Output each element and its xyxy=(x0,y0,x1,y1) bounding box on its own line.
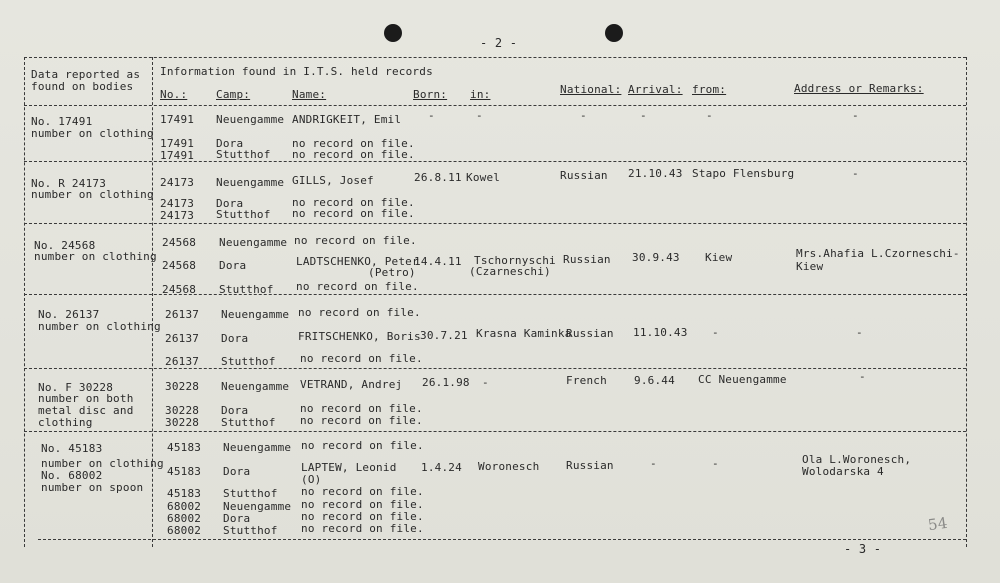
group5-left-line2: number on both xyxy=(38,392,134,405)
cell-arrival: 9.6.44 xyxy=(634,374,675,387)
cell-remarks: - xyxy=(852,109,859,122)
cell-no: 68002 xyxy=(167,500,202,513)
cell-camp: Dora xyxy=(219,259,247,272)
cell-camp: Neuengamme xyxy=(221,308,290,321)
cell-no: 24568 xyxy=(162,283,197,296)
col-header-national: National: xyxy=(560,83,622,96)
cell-camp: Dora xyxy=(223,465,251,478)
group6-left-line4: number on spoon xyxy=(41,481,144,494)
cell-name: no record on file. xyxy=(301,498,424,511)
cell-camp: Neuengamme xyxy=(221,380,290,393)
cell-in: - xyxy=(482,376,489,389)
cell-name: no record on file. xyxy=(301,510,424,523)
col-header-in: in: xyxy=(470,88,491,101)
archive-mark: 54 xyxy=(926,513,949,535)
cell-from: CC Neuengamme xyxy=(698,373,787,386)
frame-left-line xyxy=(24,57,25,547)
cell-born: 26.1.98 xyxy=(422,376,470,389)
cell-name-alt: (Petro) xyxy=(368,266,416,279)
cell-arrival: 21.10.43 xyxy=(628,167,683,180)
cell-arrival: 30.9.43 xyxy=(632,251,680,264)
cell-no: 24173 xyxy=(160,176,195,189)
cell-name: LAPTEW, Leonid xyxy=(301,461,397,474)
cell-no: 45183 xyxy=(167,465,202,478)
cell-born: 14.4.11 xyxy=(414,255,462,268)
cell-no: 17491 xyxy=(160,113,195,126)
cell-no: 26137 xyxy=(165,332,200,345)
cell-born: 1.4.24 xyxy=(421,461,462,474)
col-header-born: Born: xyxy=(413,88,448,101)
cell-name: no record on file. xyxy=(301,439,424,452)
cell-camp: Stutthof xyxy=(223,487,278,500)
group2-left-line1: No. R 24173 xyxy=(31,177,107,190)
cell-camp: Neuengamme xyxy=(216,113,285,126)
cell-remarks: - xyxy=(859,370,866,383)
page-number-top: - 2 - xyxy=(480,36,518,50)
cell-name: no record on file. xyxy=(298,306,421,319)
cell-name: no record on file. xyxy=(296,280,419,293)
group1-left-line2: number on clothing xyxy=(31,127,154,140)
cell-camp: Neuengamme xyxy=(223,441,292,454)
cell-camp: Dora xyxy=(221,332,249,345)
cell-remarks: Ola L.Woronesch, xyxy=(802,453,912,466)
cell-camp: Neuengamme xyxy=(223,500,292,513)
cell-camp: Dora xyxy=(221,404,249,417)
cell-in: Tschornyschi xyxy=(474,254,556,267)
cell-in-alt: (Czarneschi) xyxy=(469,265,551,278)
cell-no: 68002 xyxy=(167,524,202,537)
cell-in: - xyxy=(476,109,483,122)
cell-camp: Dora xyxy=(216,197,244,210)
cell-no: 45183 xyxy=(167,441,202,454)
cell-name: no record on file. xyxy=(292,137,415,150)
cell-name: ANDRIGKEIT, Emil xyxy=(292,113,402,126)
cell-no: 24173 xyxy=(160,209,195,222)
cell-born: - xyxy=(428,109,435,122)
cell-remarks: - xyxy=(852,167,859,180)
cell-national: Russian xyxy=(560,169,608,182)
cell-in: Woronesch xyxy=(478,460,540,473)
cell-national: Russian xyxy=(563,253,611,266)
cell-no: 24173 xyxy=(160,197,195,210)
cell-name: FRITSCHENKO, Boris xyxy=(298,330,421,343)
group2-left-line2: number on clothing xyxy=(31,188,154,201)
cell-remarks: Mrs.Ahafia L.Czorneschi- xyxy=(796,247,960,260)
cell-camp: Dora xyxy=(216,137,244,150)
cell-in: Kowel xyxy=(466,171,501,184)
group1-left-line1: No. 17491 xyxy=(31,115,93,128)
frame-bottom-line xyxy=(38,539,966,540)
cell-name: no record on file. xyxy=(292,207,415,220)
punch-hole-right xyxy=(605,24,623,42)
cell-no: 17491 xyxy=(160,137,195,150)
separator-1 xyxy=(24,105,966,106)
frame-top-line xyxy=(24,57,966,58)
cell-born: 26.8.11 xyxy=(414,171,462,184)
cell-no: 26137 xyxy=(165,355,200,368)
col-header-camp: Camp: xyxy=(216,88,251,101)
cell-arrival: - xyxy=(650,457,657,470)
group5-left-line1: No. F 30228 xyxy=(38,381,114,394)
cell-camp: Stutthof xyxy=(219,283,274,296)
group5-left-line4: clothing xyxy=(38,416,93,429)
cell-remarks-alt: Kiew xyxy=(796,260,824,273)
frame-right-line xyxy=(966,57,967,547)
cell-no: 30228 xyxy=(165,404,200,417)
page-number-bottom: - 3 - xyxy=(844,542,882,556)
group3-left-line1: No. 24568 xyxy=(34,239,96,252)
cell-no: 68002 xyxy=(167,512,202,525)
cell-no: 30228 xyxy=(165,416,200,429)
cell-name-alt: (O) xyxy=(301,473,322,486)
cell-name: no record on file. xyxy=(300,352,423,365)
cell-from: - xyxy=(706,109,713,122)
cell-camp: Stutthof xyxy=(216,148,271,161)
cell-no: 24568 xyxy=(162,236,197,249)
group6-left-line3: No. 68002 xyxy=(41,469,103,482)
group6-left-line2: number on clothing xyxy=(41,457,164,470)
cell-no: 24568 xyxy=(162,259,197,272)
cell-from: Kiew xyxy=(705,251,733,264)
cell-remarks-alt: Wolodarska 4 xyxy=(802,465,884,478)
col-header-no: No.: xyxy=(160,88,188,101)
group4-left-line2: number on clothing xyxy=(38,320,161,333)
cell-national: French xyxy=(566,374,607,387)
cell-camp: Stutthof xyxy=(223,524,278,537)
cell-from: - xyxy=(712,457,719,470)
group3-left-line2: number on clothing xyxy=(34,250,157,263)
cell-from: - xyxy=(712,326,719,339)
cell-name: no record on file. xyxy=(292,196,415,209)
cell-name: no record on file. xyxy=(300,402,423,415)
cell-camp: Stutthof xyxy=(221,355,276,368)
cell-name: LADTSCHENKO, Peter xyxy=(296,255,419,268)
separator-5 xyxy=(24,368,966,369)
cell-born: 30.7.21 xyxy=(420,329,468,342)
cell-arrival: 11.10.43 xyxy=(633,326,688,339)
cell-name: no record on file. xyxy=(294,234,417,247)
cell-name: GILLS, Josef xyxy=(292,174,374,187)
group4-left-line1: No. 26137 xyxy=(38,308,100,321)
header-left-line2: found on bodies xyxy=(31,80,134,93)
cell-name: no record on file. xyxy=(292,148,415,161)
cell-camp: Stutthof xyxy=(221,416,276,429)
cell-national: Russian xyxy=(566,327,614,340)
group6-left-line1: No. 45183 xyxy=(41,442,103,455)
col-header-name: Name: xyxy=(292,88,327,101)
col-header-arrival: Arrival: xyxy=(628,83,683,96)
cell-national: Russian xyxy=(566,459,614,472)
cell-from: Stapo Flensburg xyxy=(692,167,795,180)
cell-no: 17491 xyxy=(160,149,195,162)
group5-left-line3: metal disc and xyxy=(38,404,134,417)
cell-name: VETRAND, Andrej xyxy=(300,378,403,391)
header-title: Information found in I.T.S. held records xyxy=(160,65,433,78)
cell-name: no record on file. xyxy=(301,485,424,498)
col-header-from: from: xyxy=(692,83,727,96)
cell-in: Krasna Kaminka xyxy=(476,327,572,340)
cell-no: 30228 xyxy=(165,380,200,393)
cell-remarks: - xyxy=(856,326,863,339)
cell-no: 26137 xyxy=(165,308,200,321)
cell-camp: Neuengamme xyxy=(219,236,288,249)
cell-camp: Stutthof xyxy=(216,208,271,221)
cell-camp: Neuengamme xyxy=(216,176,285,189)
cell-camp: Dora xyxy=(223,512,251,525)
cell-national: - xyxy=(580,109,587,122)
cell-no: 45183 xyxy=(167,487,202,500)
separator-6 xyxy=(24,431,966,432)
punch-hole-left xyxy=(384,24,402,42)
separator-3 xyxy=(24,223,966,224)
col-header-remarks: Address or Remarks: xyxy=(794,82,924,95)
header-left-line1: Data reported as xyxy=(31,68,141,81)
cell-name: no record on file. xyxy=(301,522,424,535)
cell-name: no record on file. xyxy=(300,414,423,427)
cell-arrival: - xyxy=(640,109,647,122)
